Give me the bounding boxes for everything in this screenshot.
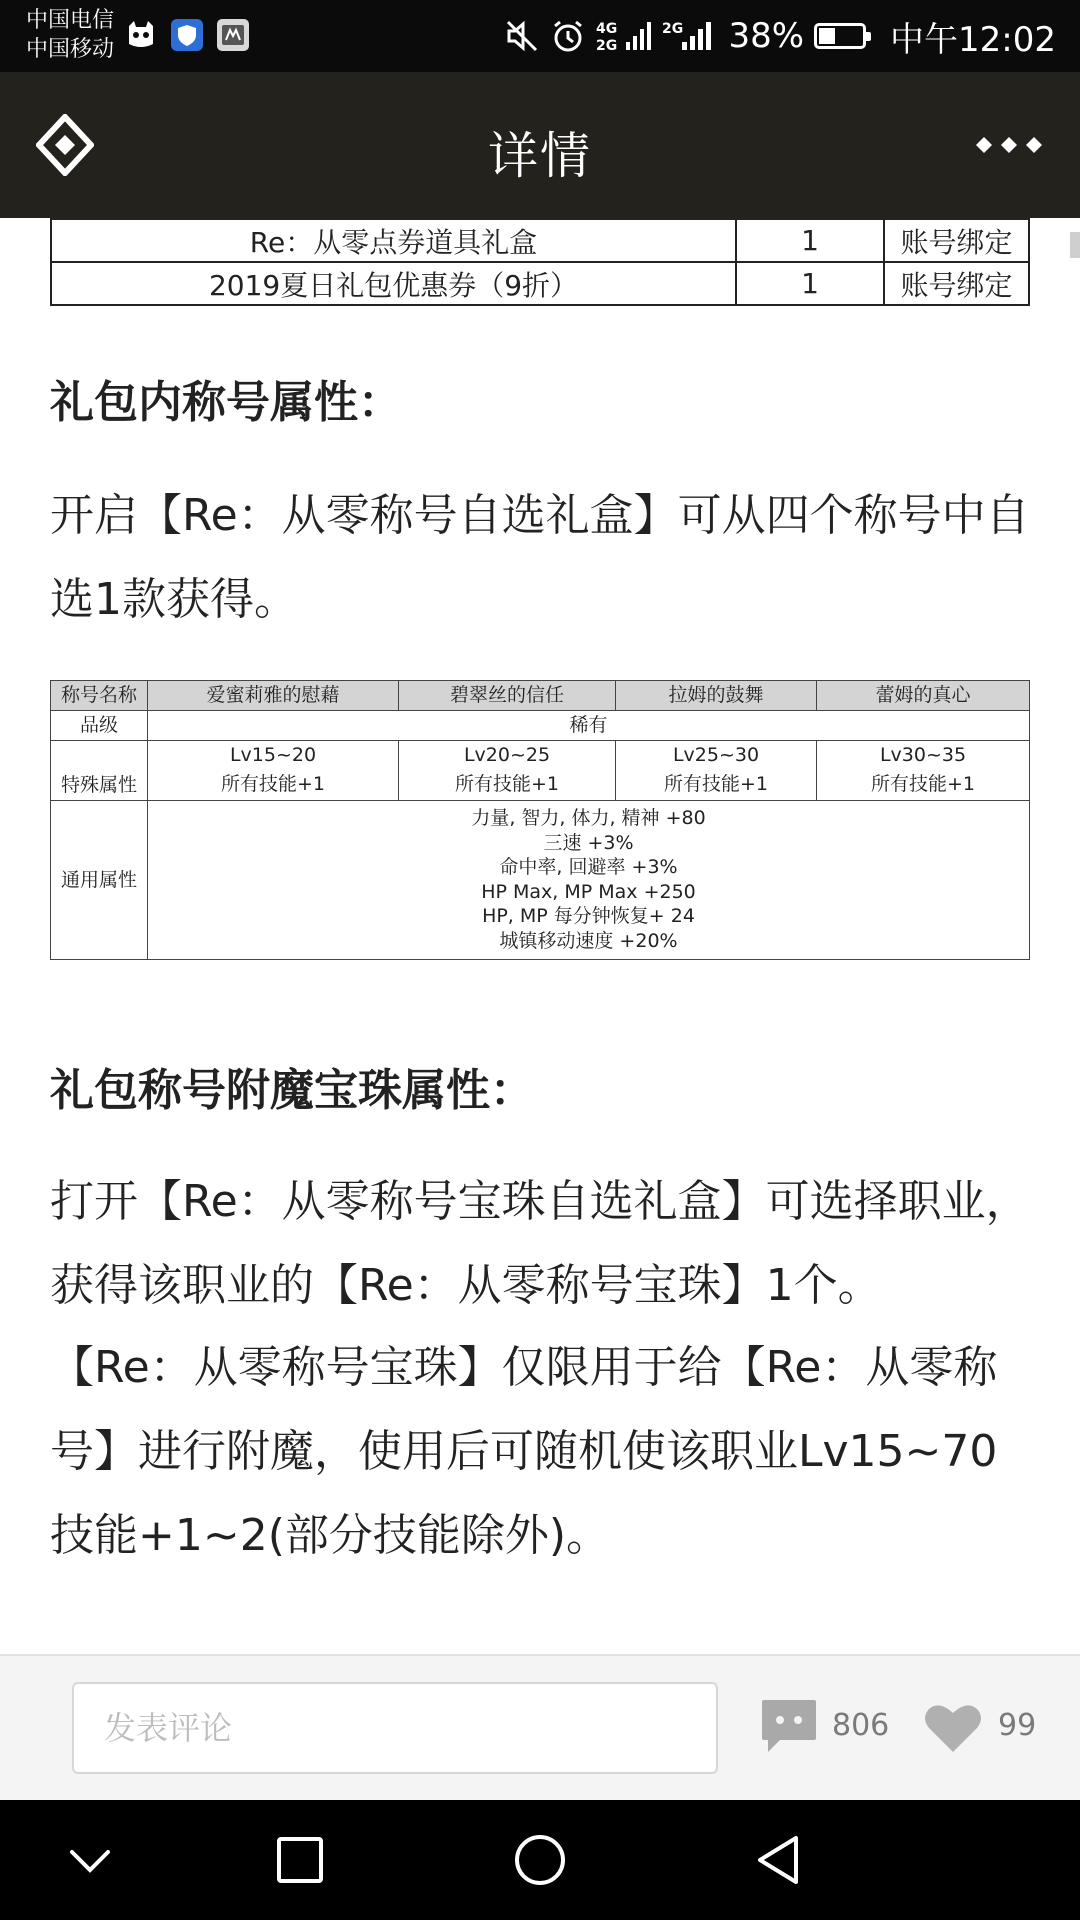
special-bonus: 所有技能+1 xyxy=(454,773,559,795)
paragraph-enchant-box: 打开【Re：从零称号宝珠自选礼盒】可选择职业，获得该职业的【Re：从零称号宝珠】1个。 xyxy=(50,1176,1030,1311)
section-title-titles: 礼包内称号属性： xyxy=(50,377,402,428)
battery-percent: 38% xyxy=(728,16,805,56)
special-bonus: 所有技能+1 xyxy=(220,773,325,795)
comment-count[interactable]: 806 xyxy=(832,1708,890,1743)
special-bonus: 所有技能+1 xyxy=(663,773,768,795)
cat-app-icon xyxy=(124,18,158,52)
header-title-3: 拉姆的鼓舞 xyxy=(616,681,817,711)
mute-icon xyxy=(504,18,540,54)
collapse-chevron-icon[interactable] xyxy=(60,1830,120,1890)
special-level: Lv15~20 xyxy=(229,744,317,766)
network-label-3: 2G xyxy=(662,21,684,37)
battery-icon xyxy=(814,23,866,49)
common-attribute-line: HP Max, MP Max +250 xyxy=(481,880,696,903)
special-level: Lv20~25 xyxy=(463,744,551,766)
common-attribute-line: 城镇移动速度 +20% xyxy=(499,929,678,952)
title-attributes-table xyxy=(50,680,1030,960)
more-options-icon[interactable] xyxy=(974,130,1044,160)
item-name: Re：从零点券道具礼盒 xyxy=(51,219,736,262)
special-attribute-cell xyxy=(399,741,616,801)
title-table-header-row xyxy=(51,681,1030,711)
status-right xyxy=(504,14,1056,58)
items-table xyxy=(50,218,1030,306)
comment-bubble-icon[interactable] xyxy=(760,1698,818,1754)
item-binding: 账号绑定 xyxy=(884,219,1029,262)
common-attribute-line: 力量, 智力, 体力, 精神 +80 xyxy=(471,807,706,829)
grade-label: 品级 xyxy=(51,711,148,741)
item-quantity: 1 xyxy=(736,262,884,305)
comment-bar xyxy=(0,1654,1080,1800)
special-level: Lv25~30 xyxy=(672,744,760,766)
item-binding: 账号绑定 xyxy=(884,262,1029,305)
item-name: 2019夏日礼包优惠券（9折） xyxy=(51,262,736,305)
header-title-1: 爱蜜莉雅的慰藉 xyxy=(148,681,399,711)
items-table-row xyxy=(51,262,1029,305)
common-attribute-line: 命中率, 回避率 +3% xyxy=(499,856,678,878)
common-attribute-line: HP, MP 每分钟恢复+ 24 xyxy=(482,905,695,927)
title-table-common-row xyxy=(51,801,1030,960)
paragraph-enchant-usage: 【Re：从零称号宝珠】仅限用于给【Re：从零称号】进行附魔，使用后可随机使该职业Lv15~70技能+1~2(部分技能除外)。 xyxy=(50,1342,998,1561)
title-table-special-row xyxy=(51,741,1030,801)
like-count[interactable]: 99 xyxy=(998,1708,1037,1743)
header-title-2: 碧翠丝的信任 xyxy=(399,681,616,711)
item-quantity: 1 xyxy=(736,219,884,262)
huawei-app-icon xyxy=(216,18,250,52)
paragraph-title-box: 开启【Re：从零称号自选礼盒】可从四个称号中自选1款获得。 xyxy=(50,490,1030,625)
grade-value: 稀有 xyxy=(148,711,1030,741)
shield-app-icon xyxy=(170,18,204,52)
status-bar xyxy=(0,0,1080,72)
carrier-1: 中国电信 xyxy=(26,8,115,33)
common-label: 通用属性 xyxy=(51,801,148,960)
header-title-4: 蕾姆的真心 xyxy=(817,681,1030,711)
battery-level xyxy=(819,28,835,44)
special-label: 特殊属性 xyxy=(51,741,148,801)
alarm-icon xyxy=(550,18,586,54)
header-title-name: 称号名称 xyxy=(51,681,148,711)
heart-icon[interactable] xyxy=(924,1702,982,1754)
signal-2g-icon xyxy=(662,18,718,54)
section-title-enchant: 礼包称号附魔宝珠属性： xyxy=(50,1065,534,1116)
common-attribute-line: 三速 +3% xyxy=(543,831,634,854)
page-title: 详情 xyxy=(488,127,592,185)
network-label-1: 4G xyxy=(596,21,618,37)
special-attribute-cell xyxy=(817,741,1030,801)
home-circle-icon[interactable] xyxy=(510,1830,570,1890)
title-table-grade-row xyxy=(51,711,1030,741)
back-triangle-icon[interactable] xyxy=(750,1830,810,1890)
scrollbar[interactable] xyxy=(1070,232,1080,258)
common-attributes xyxy=(148,801,1030,960)
items-table-row xyxy=(51,219,1029,262)
network-label-2: 2G xyxy=(596,38,618,54)
clock: 中午12:02 xyxy=(890,19,1056,60)
carrier-2: 中国移动 xyxy=(26,37,115,62)
article-content[interactable] xyxy=(0,218,1080,1654)
carrier-names xyxy=(26,6,114,64)
special-level: Lv30~35 xyxy=(879,744,967,766)
special-attribute-cell xyxy=(616,741,817,801)
recents-square-icon[interactable] xyxy=(270,1830,330,1890)
system-nav-bar xyxy=(0,1800,1080,1920)
signal-4g-icon xyxy=(596,18,652,54)
comment-input[interactable] xyxy=(72,1682,718,1774)
special-bonus: 所有技能+1 xyxy=(870,773,975,795)
title-bar xyxy=(0,72,1080,218)
special-attribute-cell xyxy=(148,741,399,801)
